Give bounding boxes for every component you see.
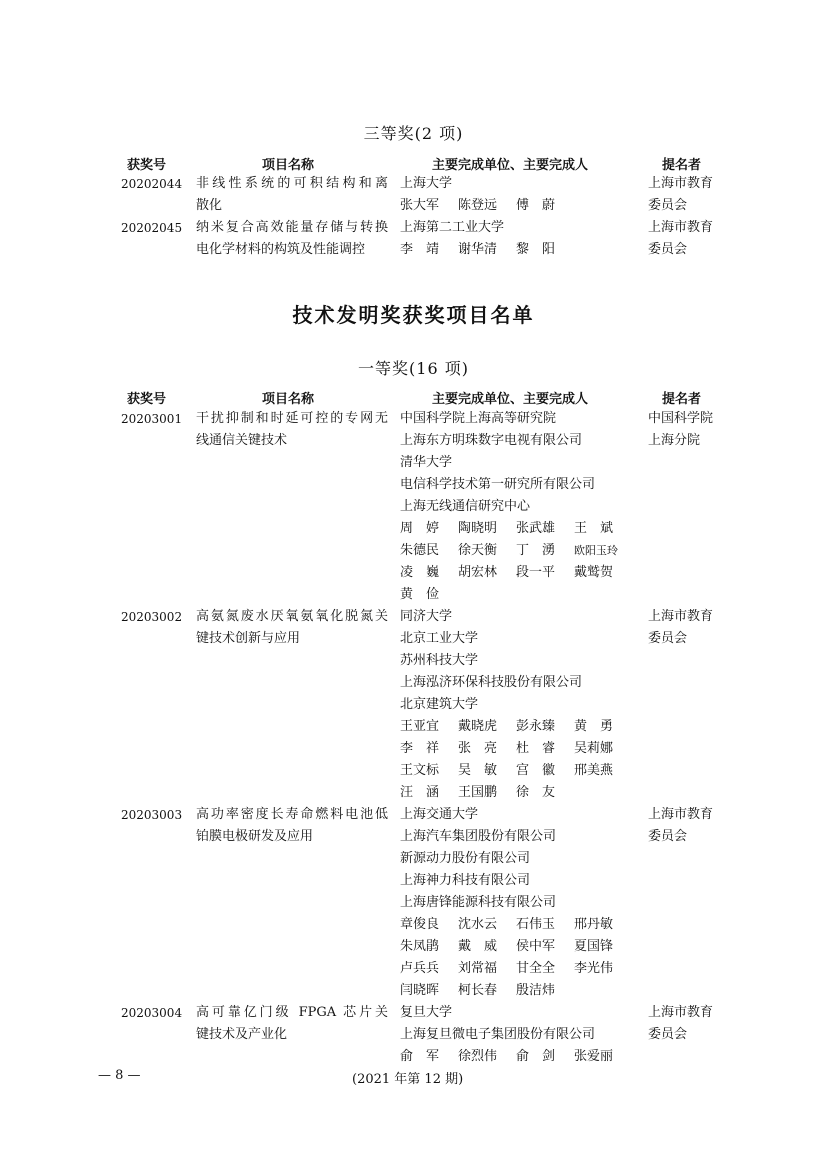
project-name-line: 高可靠亿门级 FPGA 芯片关 xyxy=(196,1005,388,1020)
people-list xyxy=(400,782,640,804)
person-name: 王国鹏 xyxy=(458,785,498,800)
people-list xyxy=(400,239,640,261)
completing-unit: 上海交通大学 xyxy=(400,807,479,822)
units-and-people xyxy=(400,408,640,606)
completing-unit: 苏州科技大学 xyxy=(400,653,479,668)
person-name: 张武雄 xyxy=(516,521,556,536)
project-name xyxy=(196,606,388,650)
completing-unit: 上海汽车集团股份有限公司 xyxy=(400,829,557,844)
person-name: 黎 阳 xyxy=(516,242,556,257)
person-name: 俞 军 xyxy=(400,1049,440,1064)
table-row xyxy=(0,804,827,1002)
person-name: 吴 敏 xyxy=(458,763,498,778)
project-name-line: 线通信关键技术 xyxy=(196,433,288,448)
nominator-line: 委员会 xyxy=(648,829,688,844)
completing-unit: 上海神力科技有限公司 xyxy=(400,873,531,888)
units-and-people xyxy=(400,1002,640,1068)
person-name: 李 靖 xyxy=(400,242,440,257)
issue-label: (2021 年第 12 期) xyxy=(352,1072,464,1087)
award-number: 20202045 xyxy=(121,221,183,235)
nominator-line: 上海市教育 xyxy=(648,176,714,191)
person-name: 王亚宜 xyxy=(400,719,440,734)
person-name: 徐天衡 xyxy=(458,543,498,558)
completing-unit: 上海泓济环保科技股份有限公司 xyxy=(400,675,583,690)
person-name: 陶晓明 xyxy=(458,521,498,536)
completing-unit: 上海无线通信研究中心 xyxy=(400,499,531,514)
person-name: 张 亮 xyxy=(458,741,498,756)
people-list xyxy=(400,584,640,606)
completing-unit: 复旦大学 xyxy=(400,1005,453,1020)
award-table xyxy=(0,173,827,261)
people-list xyxy=(400,716,640,738)
person-name: 王文标 xyxy=(400,763,440,778)
completing-unit: 清华大学 xyxy=(400,455,453,470)
person-name: 刘常福 xyxy=(458,961,498,976)
nominator-line: 上海市教育 xyxy=(648,220,714,235)
person-name: 徐烈伟 xyxy=(458,1049,498,1064)
completing-unit: 上海东方明珠数字电视有限公司 xyxy=(400,433,583,448)
person-name: 傅 蔚 xyxy=(516,198,556,213)
award-number: 20203001 xyxy=(121,412,183,426)
project-name xyxy=(196,173,388,217)
person-name: 邢美燕 xyxy=(574,763,614,778)
nominator-line: 中国科学院 xyxy=(648,411,714,426)
award-number: 20203004 xyxy=(121,1006,183,1020)
nominator xyxy=(648,606,738,650)
person-name: 张爱丽 xyxy=(574,1049,614,1064)
award-table xyxy=(0,408,827,1068)
project-name-line: 铂膜电极研发及应用 xyxy=(196,829,314,844)
nominator xyxy=(648,408,738,452)
people-list xyxy=(400,738,640,760)
header-nominator: 提名者 xyxy=(662,392,702,407)
award-number: 20202044 xyxy=(121,177,183,191)
completing-unit: 上海唐锋能源科技有限公司 xyxy=(400,895,557,910)
project-name-line: 非线性系统的可积结构和离 xyxy=(196,176,388,191)
table-header xyxy=(0,154,827,172)
people-list xyxy=(400,1046,640,1068)
person-name: 汪 涵 xyxy=(400,785,440,800)
person-name: 朱德民 xyxy=(400,543,440,558)
person-name: 丁 湧 xyxy=(516,543,556,558)
person-name: 彭永臻 xyxy=(516,719,556,734)
people-list xyxy=(400,980,640,1002)
completing-unit: 上海大学 xyxy=(400,176,453,191)
nominator-line: 委员会 xyxy=(648,242,688,257)
table-row xyxy=(0,606,827,804)
project-name-line: 散化 xyxy=(196,198,223,213)
nominator-line: 委员会 xyxy=(648,1027,688,1042)
header-award-no: 获奖号 xyxy=(127,158,167,173)
completing-unit: 北京工业大学 xyxy=(400,631,479,646)
nominator xyxy=(648,1002,738,1046)
person-name: 柯长春 xyxy=(458,983,498,998)
project-name xyxy=(196,408,388,452)
nominator-line: 上海市教育 xyxy=(648,807,714,822)
person-name: 徐 友 xyxy=(516,785,556,800)
table-row xyxy=(0,408,827,606)
table-header xyxy=(0,388,827,406)
person-name: 闫晓晖 xyxy=(400,983,440,998)
project-name-line: 干扰抑制和时延可控的专网无 xyxy=(196,411,388,426)
header-units-people: 主要完成单位、主要完成人 xyxy=(432,158,589,173)
nominator xyxy=(648,173,738,217)
units-and-people xyxy=(400,173,640,217)
people-list xyxy=(400,914,640,936)
completing-unit: 同济大学 xyxy=(400,609,453,624)
person-name: 戴晓虎 xyxy=(458,719,498,734)
people-list xyxy=(400,562,640,584)
person-name: 张大军 xyxy=(400,198,440,213)
award-number: 20203002 xyxy=(121,610,183,624)
person-name: 甘全全 xyxy=(516,961,556,976)
person-name: 黄 勇 xyxy=(574,719,614,734)
person-name: 殷洁炜 xyxy=(516,983,556,998)
nominator-line: 上海市教育 xyxy=(648,1005,714,1020)
award-level-title: 三等奖(2 项) xyxy=(363,124,464,143)
people-list xyxy=(400,195,640,217)
person-name: 凌 巍 xyxy=(400,565,440,580)
person-name: 卢兵兵 xyxy=(400,961,440,976)
person-name: 戴鹫贺 xyxy=(574,565,614,580)
person-name: 李光伟 xyxy=(574,961,614,976)
header-units-people: 主要完成单位、主要完成人 xyxy=(432,392,589,407)
project-name-line: 键技术创新与应用 xyxy=(196,631,301,646)
table-row xyxy=(0,1002,827,1068)
completing-unit: 北京建筑大学 xyxy=(400,697,479,712)
project-name xyxy=(196,1002,388,1046)
people-list xyxy=(400,540,640,562)
table-row xyxy=(0,173,827,217)
person-name: 黄 俭 xyxy=(400,587,440,602)
person-name: 沈水云 xyxy=(458,917,498,932)
people-list xyxy=(400,958,640,980)
person-name: 陈登远 xyxy=(458,198,498,213)
person-name: 李 祥 xyxy=(400,741,440,756)
person-name: 朱凤鹃 xyxy=(400,939,440,954)
award-number: 20203003 xyxy=(121,808,183,822)
project-name xyxy=(196,217,388,261)
project-name xyxy=(196,804,388,848)
person-name: 周 婷 xyxy=(400,521,440,536)
person-name: 戴 威 xyxy=(458,939,498,954)
project-name-line: 高功率密度长寿命燃料电池低 xyxy=(196,807,388,822)
person-name: 吴莉娜 xyxy=(574,741,614,756)
person-name: 杜 睿 xyxy=(516,741,556,756)
person-name: 俞 剑 xyxy=(516,1049,556,1064)
nominator-line: 上海分院 xyxy=(648,433,701,448)
person-name: 石伟玉 xyxy=(516,917,556,932)
people-list xyxy=(400,518,640,540)
nominator-line: 上海市教育 xyxy=(648,609,714,624)
nominator xyxy=(648,804,738,848)
completing-unit: 上海复旦微电子集团股份有限公司 xyxy=(400,1027,596,1042)
completing-unit: 电信科学技术第一研究所有限公司 xyxy=(400,477,596,492)
project-name-line: 电化学材料的构筑及性能调控 xyxy=(196,242,366,257)
project-name-line: 纳米复合高效能量存储与转换 xyxy=(196,220,388,235)
person-name: 段一平 xyxy=(516,565,556,580)
list-title: 技术发明奖获奖项目名单 xyxy=(292,303,535,327)
person-name: 邢丹敏 xyxy=(574,917,614,932)
person-name: 胡宏林 xyxy=(458,565,498,580)
project-name-line: 键技术及产业化 xyxy=(196,1027,288,1042)
header-project-name: 项目名称 xyxy=(262,392,315,407)
units-and-people xyxy=(400,606,640,804)
page-number: — 8 — xyxy=(98,1068,141,1083)
person-name: 谢华清 xyxy=(458,242,498,257)
completing-unit: 上海第二工业大学 xyxy=(400,220,505,235)
project-name-line: 高氨氮废水厌氧氨氧化脱氮关 xyxy=(196,609,388,624)
award-level-title: 一等奖(16 项) xyxy=(358,359,469,378)
person-name: 章俊良 xyxy=(400,917,440,932)
person-name: 侯中军 xyxy=(516,939,556,954)
nominator-line: 委员会 xyxy=(648,631,688,646)
units-and-people xyxy=(400,804,640,1002)
completing-unit: 新源动力股份有限公司 xyxy=(400,851,531,866)
table-row xyxy=(0,217,827,261)
header-project-name: 项目名称 xyxy=(262,158,315,173)
nominator-line: 委员会 xyxy=(648,198,688,213)
completing-unit: 中国科学院上海高等研究院 xyxy=(400,411,557,426)
header-nominator: 提名者 xyxy=(662,158,702,173)
people-list xyxy=(400,760,640,782)
person-name: 王 斌 xyxy=(574,521,614,536)
person-name: 欧阳玉玲 xyxy=(574,544,618,557)
units-and-people xyxy=(400,217,640,261)
header-award-no: 获奖号 xyxy=(127,392,167,407)
person-name: 夏国锋 xyxy=(574,939,614,954)
people-list xyxy=(400,936,640,958)
nominator xyxy=(648,217,738,261)
person-name: 宫 徽 xyxy=(516,763,556,778)
